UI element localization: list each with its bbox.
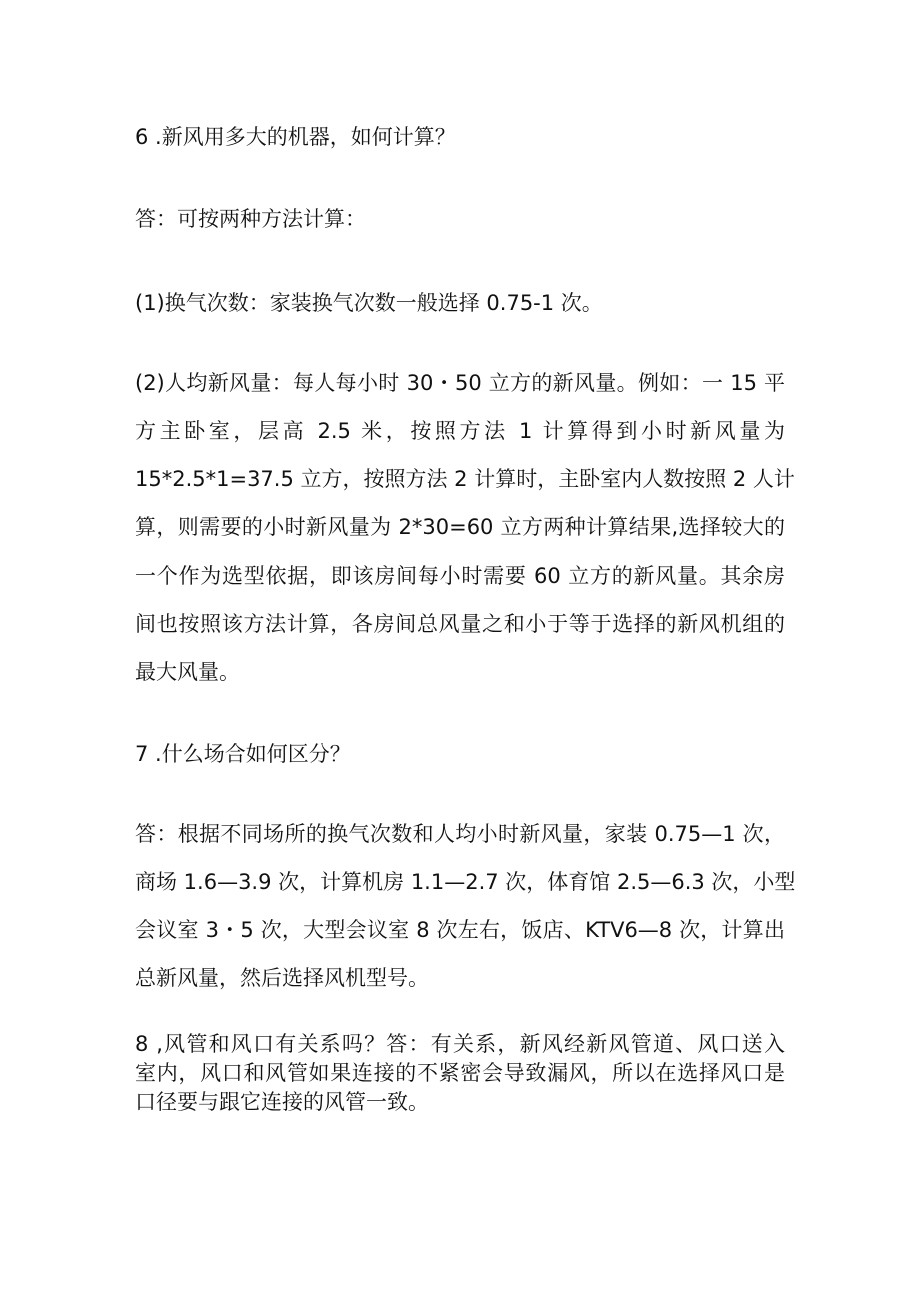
- method-2-line: 最大风量。: [135, 660, 240, 684]
- method-2-line: 一个作为选型依据，即该房间每小时需要 60 立方的新风量。其余房: [135, 564, 785, 588]
- question-7-answer-line: 总新风量，然后选择风机型号。: [135, 966, 429, 990]
- question-8-line: 8 ,风管和风口有关系吗？答：有关系，新风经新风管道、风口送入: [135, 1032, 785, 1056]
- method-2-line: 15*2.5*1=37.5 立方，按照方法 2 计算时，主卧室内人数按照 2 人计: [135, 467, 795, 491]
- question-7-answer-line: 答：根据不同场所的换气次数和人均小时新风量，家装 0.75—1 次，: [135, 822, 785, 846]
- method-2-line: 方主卧室，层高 2.5 米，按照方法 1 计算得到小时新风量为: [135, 419, 785, 443]
- question-8-line: 口径要与跟它连接的风管一致。: [135, 1090, 429, 1114]
- question-7-answer-line: 会议室 3・5 次，大型会议室 8 次左右，饭店、KTV6—8 次，计算出: [135, 918, 785, 942]
- method-2-line: 间也按照该方法计算，各房间总风量之和小于等于选择的新风机组的: [135, 612, 785, 636]
- method-2-line: (2)人均新风量：每人每小时 30・50 立方的新风量。例如：一 15 平: [135, 371, 785, 395]
- question-8-line: 室内，风口和风管如果连接的不紧密会导致漏风，所以在选择风口是: [135, 1061, 785, 1085]
- question-6-answer-intro: 答：可按两种方法计算：: [135, 207, 366, 231]
- question-7-answer-line: 商场 1.6—3.9 次，计算机房 1.1—2.7 次，体育馆 2.5—6.3 次，小型: [135, 870, 796, 894]
- method-1-text: (1)换气次数：家装换气次数一般选择 0.75-1 次。: [135, 291, 603, 315]
- question-6-title: 6 .新风用多大的机器，如何计算？: [135, 125, 456, 149]
- question-7-title: 7 .什么场合如何区分？: [135, 742, 351, 766]
- method-2-line: 算，则需要的小时新风量为 2*30=60 立方两种计算结果,选择较大的: [135, 515, 785, 539]
